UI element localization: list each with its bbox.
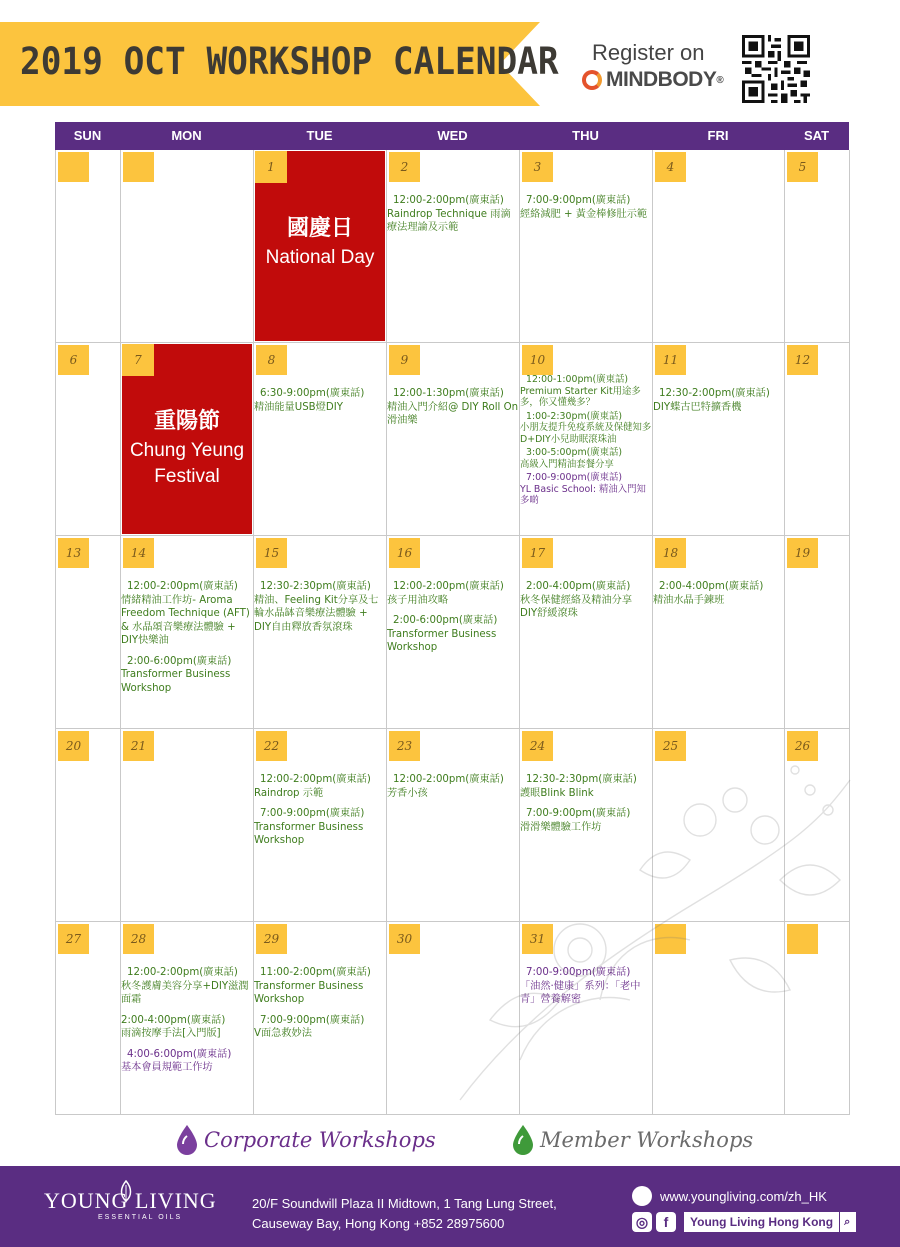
member-workshop-event[interactable]	[520, 194, 652, 221]
facebook-icon[interactable]: f	[656, 1212, 676, 1232]
event-list	[121, 580, 253, 702]
event-title: 秋冬護膚美容分享+DIY滋潤面霜	[121, 980, 249, 1005]
member-workshop-event[interactable]	[254, 580, 386, 634]
address	[252, 1194, 557, 1234]
holiday-block	[122, 344, 252, 534]
day-number: 12	[787, 345, 818, 375]
holiday-block	[255, 151, 385, 341]
day-cell	[653, 922, 785, 1115]
event-title: 情緒精油工作坊- Aroma Freedom Technique (AFT) & 水晶頌音樂療法體驗 + DIY快樂油	[121, 594, 250, 646]
day-number: 6	[58, 345, 89, 375]
day-number: 7	[122, 344, 154, 376]
day-cell	[520, 343, 653, 536]
member-workshop-event[interactable]	[520, 773, 652, 800]
day-cell	[387, 150, 520, 343]
workshop-calendar	[55, 122, 849, 1115]
member-workshop-event[interactable]	[121, 655, 253, 696]
day-number: 27	[58, 924, 89, 954]
day-cell	[254, 729, 387, 922]
member-workshop-event[interactable]	[387, 194, 519, 235]
day-cell	[653, 536, 785, 729]
legend-corporate-label: Corporate Workshops	[204, 1128, 436, 1152]
day-cell	[121, 150, 254, 343]
day-cell	[56, 536, 121, 729]
member-workshop-event[interactable]	[121, 966, 253, 1007]
day-number: 1	[255, 151, 287, 183]
day-number: 21	[123, 731, 154, 761]
event-title: 秋冬保健經絡及精油分享 DIY舒緩滾珠	[520, 594, 633, 619]
calendar-grid	[55, 150, 849, 1115]
legend-corporate	[176, 1124, 436, 1156]
event-title: Transformer Business Workshop	[387, 628, 497, 653]
event-time: 2:00-4:00pm(廣東話)	[121, 1014, 226, 1026]
event-title: 芳香小孩	[387, 787, 428, 799]
day-number: 18	[655, 538, 686, 568]
member-workshop-event[interactable]	[520, 580, 652, 621]
event-list	[387, 194, 519, 242]
event-time: 12:30-2:30pm(廣東話)	[260, 581, 371, 592]
event-time: 12:30-2:30pm(廣東話)	[526, 774, 637, 785]
event-time: 12:30-2:00pm(廣東話)	[659, 388, 770, 399]
day-cell	[254, 922, 387, 1115]
event-list	[520, 374, 652, 509]
young-living-logo-subtitle: ESSENTIAL OILS	[98, 1214, 183, 1221]
day-number: 13	[58, 538, 89, 568]
event-list	[254, 966, 386, 1048]
address-line-2: Causeway Bay, Hong Kong +852 28975600	[252, 1216, 505, 1231]
day-number: 31	[522, 924, 553, 954]
event-time: 3:00-5:00pm(廣東話)	[526, 447, 623, 458]
mindbody-link[interactable]	[582, 68, 723, 92]
day-number: 29	[256, 924, 287, 954]
mindbody-logo-icon	[582, 70, 602, 90]
event-title: Transformer Business Workshop	[121, 669, 231, 694]
event-time: 12:00-2:00pm(廣東話)	[127, 581, 238, 592]
corporate-workshop-event[interactable]	[520, 966, 652, 1007]
day-number: 28	[123, 924, 154, 954]
day-cell	[387, 343, 520, 536]
day-cell	[254, 150, 387, 343]
social-search-box[interactable]	[684, 1212, 856, 1232]
weekday-label: FRI	[707, 128, 729, 143]
event-title: 精油、Feeling Kit分享及七輪水晶缽音樂療法體驗 + DIY自由釋放香氛滾珠	[254, 594, 379, 633]
member-workshop-event[interactable]	[520, 374, 652, 409]
mindbody-brand: MINDBODY	[606, 68, 717, 91]
event-title: DIY蝶古巴特擴香機	[653, 401, 742, 413]
event-title: 滑滑樂體驗工作坊	[520, 821, 602, 833]
member-workshop-event[interactable]	[254, 966, 386, 1007]
day-cell	[56, 729, 121, 922]
weekday-label: THU	[572, 128, 599, 143]
day-cell	[387, 536, 520, 729]
day-number: 14	[123, 538, 154, 568]
event-time: 12:00-2:00pm(廣東話)	[127, 967, 238, 978]
weekday-label: SUN	[73, 128, 102, 143]
event-list	[520, 966, 652, 1014]
day-number: 20	[58, 731, 89, 761]
day-number: 26	[787, 731, 818, 761]
event-title: 小朋友提升免疫系統及保健知多D+DIY小兒助眠滾珠油	[520, 422, 652, 445]
event-list	[387, 773, 519, 807]
event-title: Transformer Business Workshop	[254, 821, 364, 846]
page-title: 2019 OCT WORKSHOP CALENDAR	[20, 40, 559, 83]
member-workshop-event[interactable]	[653, 580, 784, 607]
event-title: 精油入門介紹@ DIY Roll On滑油樂	[387, 401, 519, 426]
day-number: 10	[522, 345, 553, 375]
event-time: 7:00-9:00pm(廣東話)	[526, 808, 631, 819]
event-time: 7:00-9:00pm(廣東話)	[526, 472, 623, 483]
website-link[interactable]	[632, 1186, 827, 1206]
holiday-name-chinese: 國慶日	[286, 216, 353, 241]
event-title: Transformer Business Workshop	[254, 980, 364, 1005]
event-time: 12:00-2:00pm(廣東話)	[393, 195, 504, 206]
event-time: 7:00-9:00pm(廣東話)	[526, 967, 631, 978]
day-cell	[785, 729, 850, 922]
day-number: 11	[655, 345, 686, 375]
member-workshop-event[interactable]	[387, 580, 519, 607]
young-living-round-icon	[632, 1186, 652, 1206]
day-number: 23	[389, 731, 420, 761]
instagram-icon[interactable]: ◎	[632, 1212, 652, 1232]
day-cell	[785, 922, 850, 1115]
calendar-week	[56, 922, 849, 1115]
event-list	[653, 580, 784, 614]
day-number	[123, 152, 154, 182]
event-list	[387, 580, 519, 662]
day-number: 30	[389, 924, 420, 954]
member-workshop-event[interactable]	[387, 387, 519, 428]
day-number: 17	[522, 538, 553, 568]
event-time: 6:30-9:00pm(廣東話)	[260, 388, 365, 399]
day-cell	[254, 343, 387, 536]
event-title: Premium Starter Kit用途多多，你又懂幾多？	[520, 385, 641, 408]
event-time: 4:00-6:00pm(廣東話)	[127, 1048, 232, 1060]
day-number	[58, 152, 89, 182]
event-title: 高級入門精油套餐分享	[520, 458, 614, 470]
holiday-name-english: National Day	[265, 247, 375, 268]
event-list	[520, 194, 652, 228]
day-number: 16	[389, 538, 420, 568]
day-cell	[56, 343, 121, 536]
event-list	[387, 387, 519, 435]
day-cell	[387, 729, 520, 922]
event-title: 雨滴按摩手法[入門版]	[121, 1028, 221, 1039]
event-title: YL Basic School: 精油入門知多啲	[520, 483, 646, 506]
event-title: 「油然‧健康」系列：「老中青」營養解密	[520, 980, 641, 1005]
day-number: 24	[522, 731, 553, 761]
event-list	[121, 966, 253, 1082]
event-title: Raindrop 示範	[254, 787, 324, 799]
event-time: 12:00-2:00pm(廣東話)	[393, 581, 504, 592]
weekday-label: SAT	[803, 128, 830, 143]
member-workshop-event[interactable]	[254, 387, 386, 414]
event-time: 7:00-9:00pm(廣東話)	[260, 1014, 365, 1026]
event-list	[653, 387, 784, 421]
young-living-logo: YOUNG LIVING	[44, 1188, 217, 1213]
event-time: 2:00-4:00pm(廣東話)	[659, 581, 764, 592]
footer	[0, 1166, 900, 1247]
day-cell	[785, 536, 850, 729]
event-time: 12:00-2:00pm(廣東話)	[393, 774, 504, 785]
day-cell	[653, 343, 785, 536]
register-label: Register on	[592, 40, 705, 65]
member-workshop-event[interactable]	[121, 580, 253, 648]
event-list	[520, 580, 652, 628]
weekday-label: WED	[437, 128, 468, 143]
event-time: 2:00-6:00pm(廣東話)	[393, 615, 498, 626]
member-workshop-event[interactable]	[520, 807, 652, 834]
qr-code-icon[interactable]	[742, 35, 810, 103]
day-cell	[520, 150, 653, 343]
event-time: 11:00-2:00pm(廣東話)	[260, 967, 371, 978]
corporate-workshop-event[interactable]	[121, 1048, 253, 1075]
day-number: 5	[787, 152, 818, 182]
day-number: 8	[256, 345, 287, 375]
day-number: 4	[655, 152, 686, 182]
day-cell	[785, 150, 850, 343]
day-cell	[56, 922, 121, 1115]
event-time: 2:00-4:00pm(廣東話)	[526, 581, 631, 592]
social-links	[632, 1212, 856, 1232]
social-search-text: Young Living Hong Kong	[690, 1215, 834, 1229]
green-droplet-icon	[512, 1124, 534, 1156]
day-cell	[254, 536, 387, 729]
weekday-label: TUE	[306, 128, 333, 143]
member-workshop-event[interactable]	[520, 447, 652, 470]
day-number: 9	[389, 345, 420, 375]
title-banner	[0, 22, 559, 106]
event-title: V面急救妙法	[254, 1028, 312, 1039]
corporate-workshop-event[interactable]	[520, 472, 652, 507]
member-workshop-event[interactable]	[121, 1014, 253, 1041]
day-cell	[121, 729, 254, 922]
calendar-week	[56, 343, 849, 536]
day-cell	[785, 343, 850, 536]
event-list	[520, 773, 652, 841]
day-cell	[520, 729, 653, 922]
member-workshop-event[interactable]	[387, 773, 519, 800]
day-cell	[653, 150, 785, 343]
day-number: 2	[389, 152, 420, 182]
event-time: 2:00-6:00pm(廣東話)	[127, 655, 232, 667]
event-time: 12:00-1:30pm(廣東話)	[393, 388, 504, 399]
event-title: 精油水晶手鍊班	[653, 594, 725, 606]
search-icon: ⌕	[839, 1212, 850, 1232]
day-number: 3	[522, 152, 553, 182]
day-cell	[520, 536, 653, 729]
calendar-week	[56, 150, 849, 343]
event-time: 7:00-9:00pm(廣東話)	[526, 195, 631, 206]
legend-member	[512, 1124, 753, 1156]
event-list	[254, 580, 386, 641]
event-title: 基本會員規範工作坊	[121, 1062, 213, 1073]
legend	[0, 1122, 900, 1162]
event-title: 孩子用油攻略	[387, 594, 449, 606]
day-number: 19	[787, 538, 818, 568]
day-cell	[653, 729, 785, 922]
event-title: 經絡減肥 + 黃金棒修肚示範	[520, 208, 648, 220]
day-cell	[56, 150, 121, 343]
day-cell	[387, 922, 520, 1115]
mindbody-trademark: ®	[716, 74, 724, 86]
address-line-1: 20/F Soundwill Plaza II Midtown, 1 Tang Lung Street,	[252, 1196, 557, 1211]
member-workshop-event[interactable]	[520, 411, 652, 446]
holiday-name-chinese: 重陽節	[153, 409, 220, 434]
day-cell	[121, 536, 254, 729]
event-title: Raindrop Technique 雨滴療法理論及示範	[387, 208, 511, 233]
day-number	[787, 924, 818, 954]
member-workshop-event[interactable]	[254, 773, 386, 800]
purple-droplet-icon	[176, 1124, 198, 1156]
day-cell	[520, 922, 653, 1115]
event-title: 精油能量USB燈DIY	[254, 401, 343, 413]
day-cell	[121, 343, 254, 536]
event-list	[254, 387, 386, 421]
event-time: 12:00-2:00pm(廣東話)	[260, 774, 371, 785]
event-time: 1:00-2:30pm(廣東話)	[526, 410, 623, 422]
member-workshop-event[interactable]	[254, 807, 386, 848]
calendar-week	[56, 729, 849, 922]
member-workshop-event[interactable]	[387, 614, 519, 655]
day-number: 15	[256, 538, 287, 568]
day-number: 22	[256, 731, 287, 761]
website-url: www.youngliving.com/zh_HK	[660, 1188, 827, 1204]
calendar-week	[56, 536, 849, 729]
event-time: 12:00-1:00pm(廣東話)	[526, 374, 628, 385]
event-time: 7:00-9:00pm(廣東話)	[260, 808, 365, 819]
weekday-header	[55, 122, 849, 150]
day-number: 25	[655, 731, 686, 761]
legend-member-label: Member Workshops	[540, 1128, 754, 1152]
holiday-name-english: Chung Yeung Festival	[129, 440, 245, 487]
event-list	[254, 773, 386, 855]
member-workshop-event[interactable]	[653, 387, 784, 414]
event-title: 護眼Blink Blink	[520, 787, 594, 799]
day-number	[655, 924, 686, 954]
member-workshop-event[interactable]	[254, 1014, 386, 1041]
weekday-label: MON	[171, 128, 202, 143]
day-cell	[121, 922, 254, 1115]
